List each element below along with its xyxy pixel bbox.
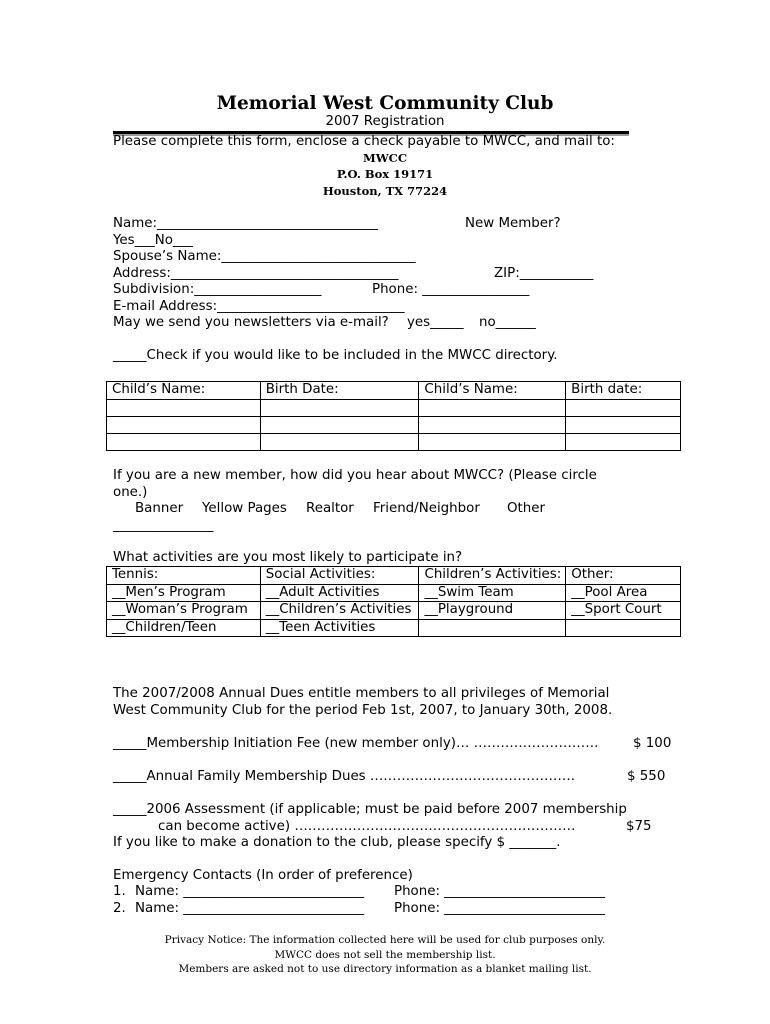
subdivision-field[interactable]: Subdivision:___________________: [113, 282, 322, 297]
swim-team-option[interactable]: __Swim Team: [419, 584, 566, 602]
referral-option-friend-neighbor[interactable]: Friend/Neighbor: [373, 501, 480, 516]
assessment-continuation: can become active) ………………………………………………………: [158, 819, 576, 834]
birth-date-cell[interactable]: [260, 416, 419, 433]
empty-cell: [566, 619, 681, 637]
activities-header-row: [107, 567, 681, 585]
phone-field[interactable]: Phone: ________________: [372, 282, 530, 297]
emergency-contact-number: 1.: [113, 884, 126, 899]
teen-activities-option[interactable]: __Teen Activities: [260, 619, 419, 637]
table-row: [107, 584, 681, 602]
empty-cell: [419, 619, 566, 637]
emergency-contact-phone-field[interactable]: Phone: ________________________: [394, 884, 605, 899]
mail-to-po-box: P.O. Box 19171: [336, 167, 434, 181]
newsletter-question: May we send you newsletters via e-mail?: [113, 315, 389, 330]
emergency-contact-name-field[interactable]: Name: ___________________________: [135, 901, 365, 916]
social-activities-header: Social Activities:: [260, 567, 419, 585]
mailing-instruction: Please complete this form, enclose a check payable to MWCC, and mail to:: [113, 134, 615, 149]
referral-option-yellow-pages[interactable]: Yellow Pages: [202, 501, 287, 516]
activities-table: [106, 566, 681, 637]
sport-court-option[interactable]: __Sport Court: [566, 602, 681, 620]
other-header: Other:: [566, 567, 681, 585]
children-table: [106, 381, 681, 451]
referral-question: If you are a new member, how did you hear about MWCC? (Please circle: [113, 468, 597, 483]
playground-option[interactable]: __Playground: [419, 602, 566, 620]
initiation-fee-amount: $ 100: [633, 736, 672, 751]
childrens-activities-option[interactable]: __Children’s Activities: [260, 602, 419, 620]
spouse-name-field[interactable]: Spouse’s Name:_____________________________: [113, 249, 416, 264]
new-member-label: New Member?: [465, 216, 561, 231]
privacy-notice-mailing: Members are asked not to use directory information as a blanket mailing list.: [178, 963, 592, 975]
mens-program-option[interactable]: __Men’s Program: [107, 584, 261, 602]
birth-date-cell[interactable]: [260, 433, 419, 450]
table-row: [107, 433, 681, 450]
new-member-yes-no-field[interactable]: Yes___No___: [113, 233, 193, 248]
child-name-cell[interactable]: [107, 416, 261, 433]
mail-to-name: MWCC: [363, 151, 407, 165]
birth-date-header: Birth date:: [566, 382, 681, 400]
assessment-amount: $75: [626, 819, 652, 834]
emergency-contact-phone-field[interactable]: Phone: ________________________: [394, 901, 605, 916]
annual-dues-amount: $ 550: [627, 769, 666, 784]
emergency-contact-number: 2.: [113, 901, 126, 916]
privacy-notice: Privacy Notice: The information collected here will be used for club purposes only.: [164, 934, 606, 946]
mail-to-city: Houston, TX 77224: [322, 184, 448, 198]
adult-activities-option[interactable]: __Adult Activities: [260, 584, 419, 602]
privacy-notice-membership: MWCC does not sell the membership list.: [274, 949, 496, 961]
child-name-header: Child’s Name:: [107, 382, 261, 400]
tennis-header: Tennis:: [107, 567, 261, 585]
form-title: Memorial West Community Club: [216, 93, 554, 114]
dues-statement: The 2007/2008 Annual Dues entitle members to all privileges of Memorial West Community Club for the period Feb 1st, 2007, to January 30th, 2008.: [113, 686, 613, 718]
referral-option-other[interactable]: Other: [507, 501, 546, 516]
birth-date-cell[interactable]: [566, 416, 681, 433]
child-name-cell[interactable]: [419, 433, 566, 450]
newsletter-yes-field[interactable]: yes_____: [407, 315, 464, 330]
referral-other-field[interactable]: _______________: [113, 518, 214, 533]
emergency-contact-name-field[interactable]: Name: ___________________________: [135, 884, 365, 899]
activities-question: What activities are you most likely to participate in?: [113, 550, 463, 565]
email-field[interactable]: E-mail Address:____________________________: [113, 299, 405, 314]
pool-area-option[interactable]: __Pool Area: [566, 584, 681, 602]
birth-date-cell[interactable]: [260, 399, 419, 416]
donation-field[interactable]: If you like to make a donation to the club, please specify $ _______.: [113, 835, 561, 850]
child-name-cell[interactable]: [419, 416, 566, 433]
child-name-cell[interactable]: [107, 399, 261, 416]
birth-date-cell[interactable]: [566, 399, 681, 416]
childrens-activities-header: Children’s Activities:: [419, 567, 566, 585]
birth-date-header: Birth Date:: [260, 382, 419, 400]
womans-program-option[interactable]: __Woman’s Program: [107, 602, 261, 620]
name-field[interactable]: Name:_________________________________: [113, 216, 378, 231]
address-field[interactable]: Address:__________________________________: [113, 266, 399, 281]
annual-dues-field[interactable]: _____Annual Family Membership Dues ……………………………………….: [113, 769, 576, 784]
newsletter-no-field[interactable]: no______: [479, 315, 536, 330]
directory-opt-in-field[interactable]: _____Check if you would like to be included in the MWCC directory.: [113, 348, 558, 363]
child-name-cell[interactable]: [107, 433, 261, 450]
table-row: [107, 399, 681, 416]
initiation-fee-field[interactable]: _____Membership Initiation Fee (new member only)… ……………………….: [113, 736, 599, 751]
referral-question-cont: one.): [113, 485, 148, 500]
child-name-header: Child’s Name:: [419, 382, 566, 400]
birth-date-cell[interactable]: [566, 433, 681, 450]
form-subtitle: 2007 Registration: [325, 114, 445, 129]
child-name-cell[interactable]: [419, 399, 566, 416]
children-teen-option[interactable]: __Children/Teen: [107, 619, 261, 637]
emergency-contacts-heading: Emergency Contacts (In order of preference): [113, 868, 413, 883]
table-row: [107, 619, 681, 637]
zip-field[interactable]: ZIP:___________: [494, 266, 594, 281]
table-row: [107, 602, 681, 620]
children-table-header-row: [107, 382, 681, 400]
referral-option-realtor[interactable]: Realtor: [306, 501, 354, 516]
referral-option-banner[interactable]: Banner: [135, 501, 184, 516]
table-row: [107, 416, 681, 433]
assessment-field[interactable]: _____2006 Assessment (if applicable; must be paid before 2007 membership: [113, 802, 627, 817]
